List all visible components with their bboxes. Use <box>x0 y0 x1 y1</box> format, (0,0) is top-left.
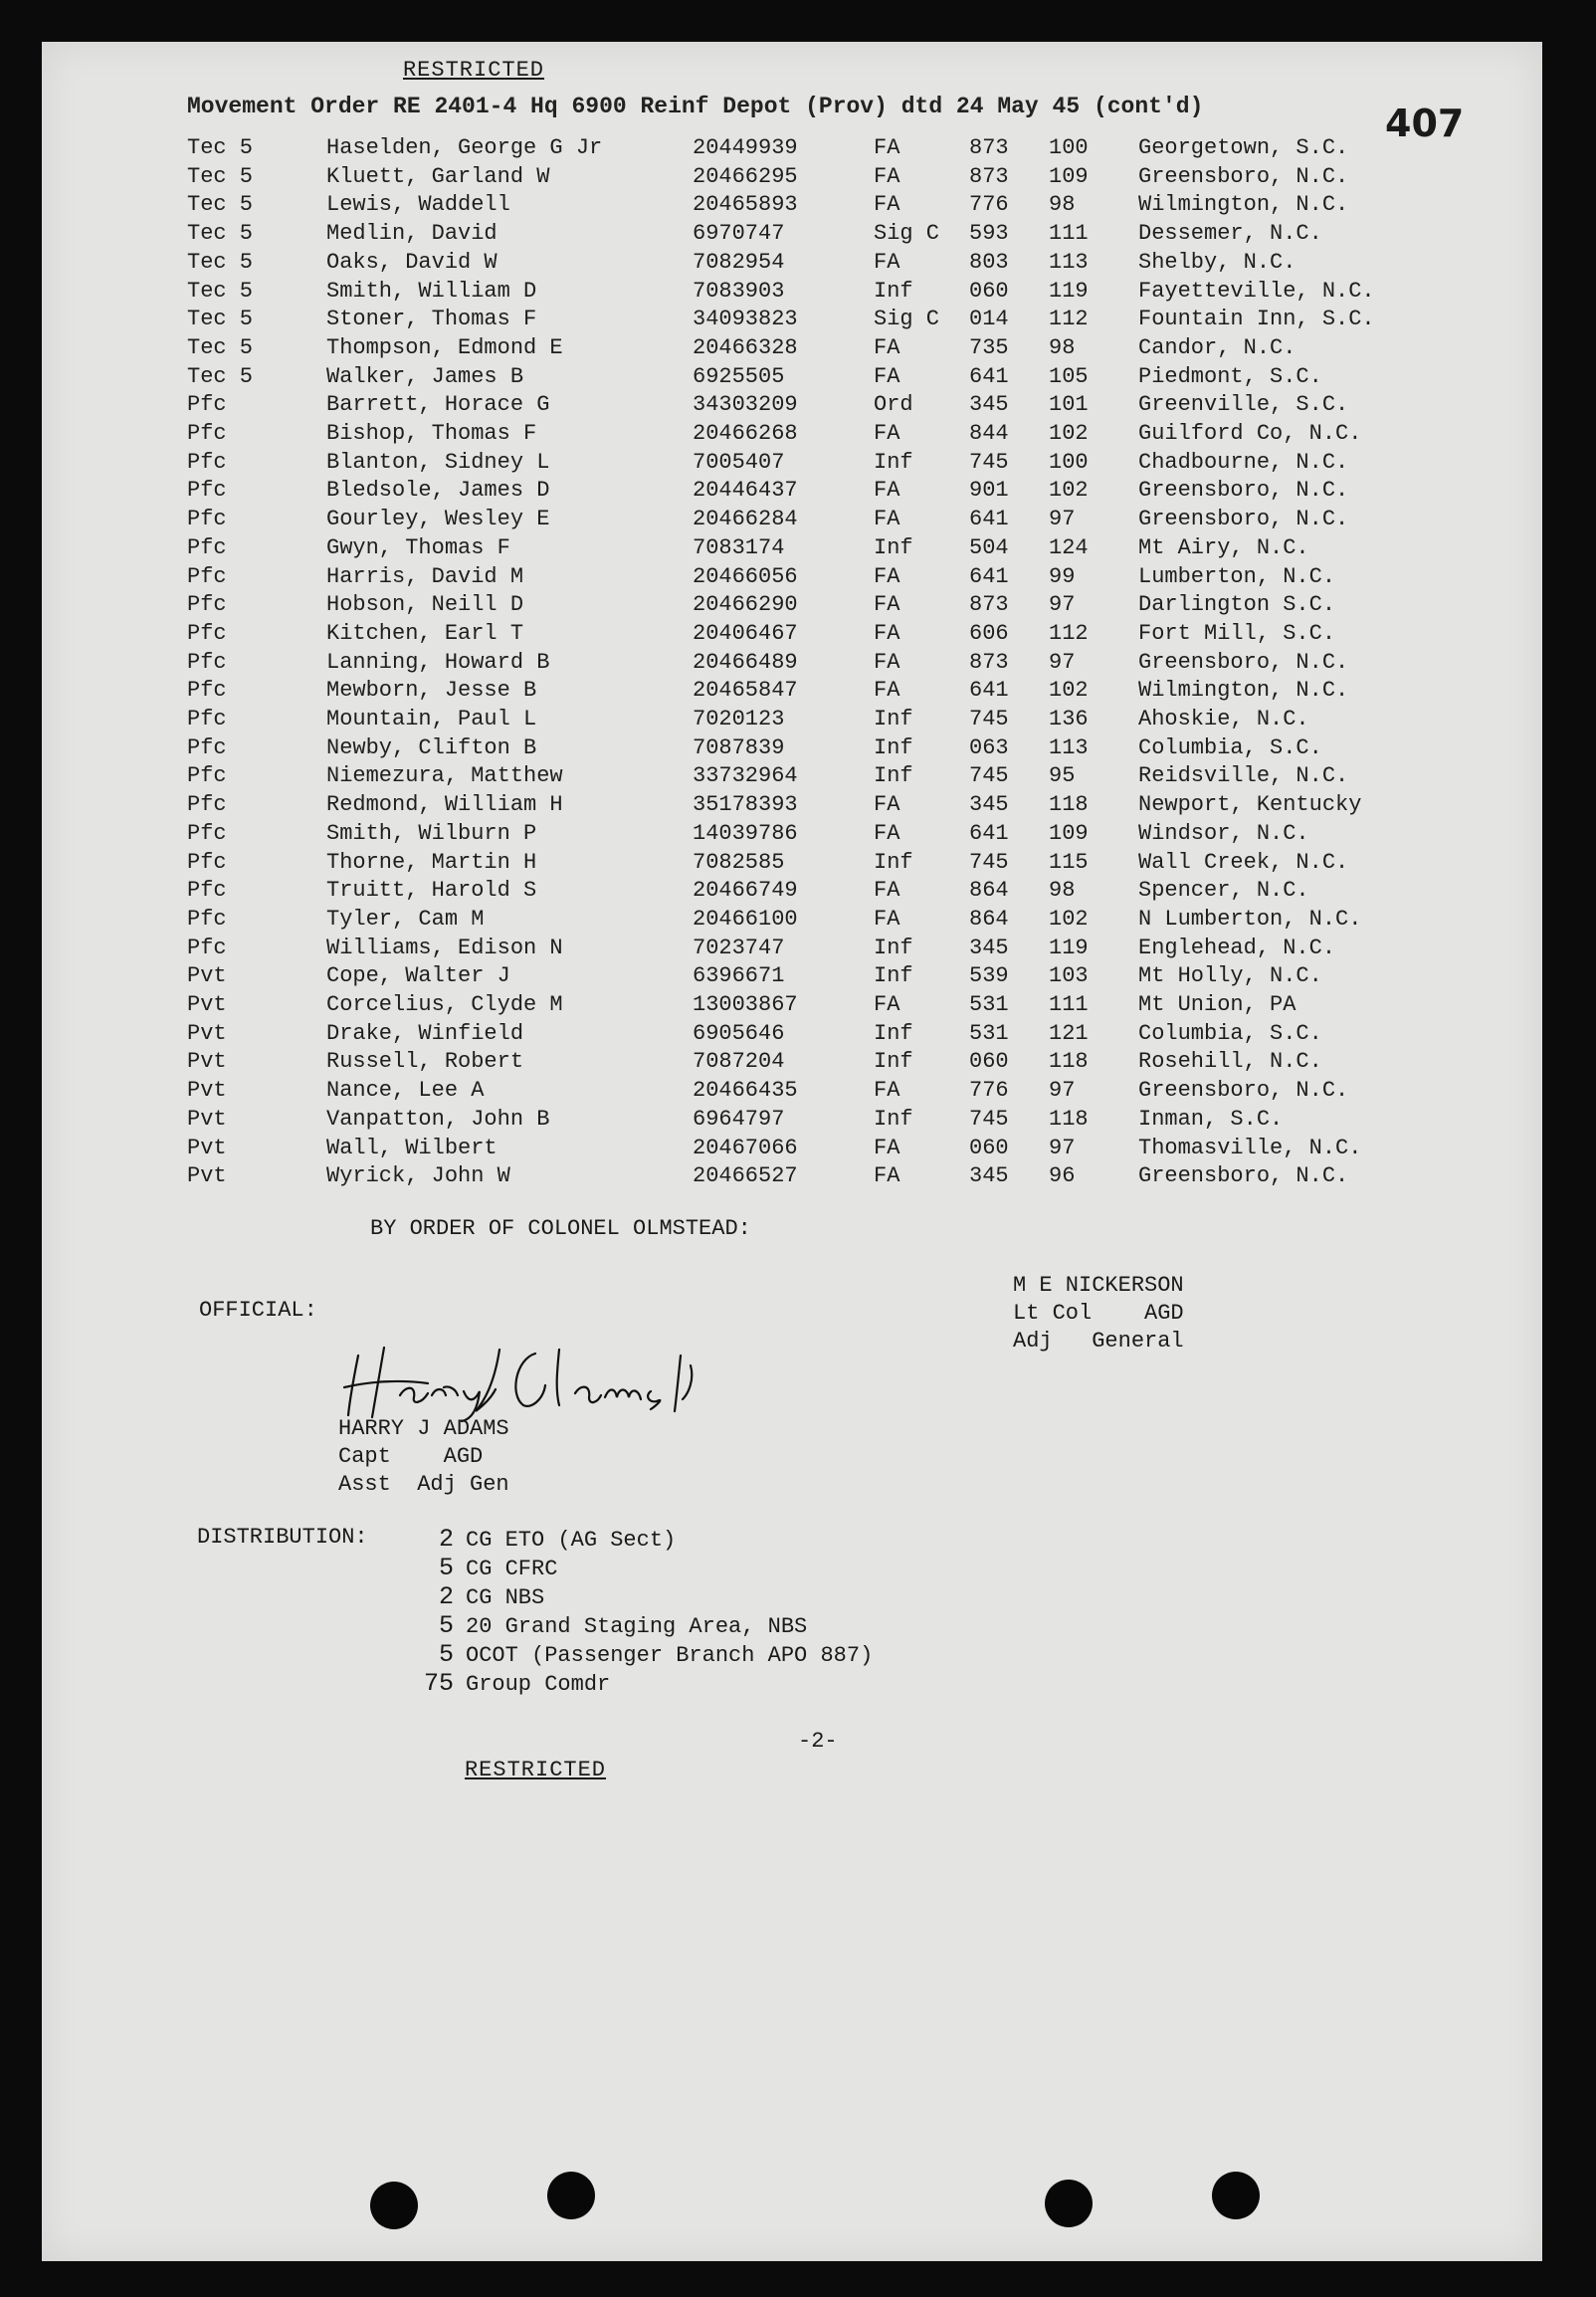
signer-name: M E NICKERSON <box>1013 1273 1184 1298</box>
roster-unit: 109 <box>1049 163 1089 189</box>
roster-home: Thomasville, N.C. <box>1138 1135 1362 1160</box>
roster-branch: FA <box>874 334 900 360</box>
roster-rank: Pfc <box>187 906 227 932</box>
roster-branch: FA <box>874 1163 900 1189</box>
roster-code: 873 <box>969 135 1009 160</box>
roster-rank: Pfc <box>187 820 227 846</box>
roster-home: Columbia, S.C. <box>1138 734 1322 760</box>
roster-rank: Tec 5 <box>187 363 254 389</box>
roster-rank: Tec 5 <box>187 163 254 189</box>
roster-code: 745 <box>969 449 1009 475</box>
punch-hole <box>370 2182 418 2229</box>
roster-serial: 33732964 <box>693 763 798 789</box>
roster-home: Dessemer, N.C. <box>1138 221 1322 247</box>
roster-unit: 99 <box>1049 563 1076 589</box>
roster-name: Smith, Wilburn P <box>326 820 537 846</box>
roster-rank: Pfc <box>187 592 227 618</box>
roster-name: Oaks, David W <box>326 249 498 275</box>
roster-code: 745 <box>969 849 1009 875</box>
roster-rank: Tec 5 <box>187 278 254 304</box>
roster-name: Lanning, Howard B <box>326 649 550 675</box>
roster-serial: 35178393 <box>693 792 798 818</box>
roster-name: Cope, Walter J <box>326 963 510 989</box>
roster-branch: Inf <box>874 1049 913 1075</box>
roster-home: Inman, S.C. <box>1138 1106 1284 1132</box>
roster-branch: Inf <box>874 534 913 560</box>
roster-branch: FA <box>874 507 900 532</box>
roster-name: Newby, Clifton B <box>326 734 537 760</box>
roster-code: 641 <box>969 363 1009 389</box>
roster-home: Spencer, N.C. <box>1138 878 1309 904</box>
roster-name: Drake, Winfield <box>326 1020 524 1046</box>
roster-branch: FA <box>874 620 900 646</box>
roster-name: Kitchen, Earl T <box>326 620 524 646</box>
roster-unit: 119 <box>1049 935 1089 960</box>
roster-home: Candor, N.C. <box>1138 334 1297 360</box>
roster-rank: Pfc <box>187 878 227 904</box>
roster-code: 745 <box>969 763 1009 789</box>
roster-name: Bledsole, James D <box>326 478 550 504</box>
roster-name: Redmond, William H <box>326 792 563 818</box>
roster-unit: 111 <box>1049 992 1089 1017</box>
distribution-recipient: CG NBS <box>466 1585 545 1610</box>
roster-code: 776 <box>969 192 1009 218</box>
page-footer-number: -2- <box>798 1729 838 1754</box>
roster-rank: Pfc <box>187 507 227 532</box>
distribution-quantity: 75 <box>423 1669 454 1698</box>
roster-serial: 6905646 <box>693 1020 785 1046</box>
roster-serial: 7082585 <box>693 849 785 875</box>
roster-rank: Pfc <box>187 421 227 446</box>
roster-home: Newport, Kentucky <box>1138 792 1362 818</box>
roster-rank: Tec 5 <box>187 334 254 360</box>
roster-home: Greensboro, N.C. <box>1138 649 1349 675</box>
document-page <box>42 42 1542 2261</box>
roster-code: 345 <box>969 792 1009 818</box>
roster-serial: 7005407 <box>693 449 785 475</box>
handwritten-signature <box>340 1336 738 1425</box>
roster-name: Haselden, George G Jr <box>326 135 603 160</box>
roster-unit: 113 <box>1049 734 1089 760</box>
roster-code: 745 <box>969 1106 1009 1132</box>
roster-rank: Pfc <box>187 449 227 475</box>
movement-order-header: Movement Order RE 2401-4 Hq 6900 Reinf Depot (Prov) dtd 24 May 45 (cont'd) <box>187 94 1204 119</box>
roster-rank: Tec 5 <box>187 192 254 218</box>
distribution-item <box>420 1582 544 1611</box>
roster-rank: Pfc <box>187 935 227 960</box>
roster-serial: 7020123 <box>693 707 785 731</box>
distribution-quantity: 5 <box>438 1640 454 1669</box>
roster-home: Windsor, N.C. <box>1138 820 1309 846</box>
roster-branch: Inf <box>874 734 913 760</box>
roster-home: Lumberton, N.C. <box>1138 563 1336 589</box>
roster-unit: 97 <box>1049 1078 1076 1104</box>
roster-branch: Inf <box>874 707 913 731</box>
roster-rank: Tec 5 <box>187 307 254 332</box>
roster-name: Wall, Wilbert <box>326 1135 498 1160</box>
roster-serial: 20406467 <box>693 620 798 646</box>
roster-name: Gwyn, Thomas F <box>326 534 510 560</box>
roster-rank: Pvt <box>187 963 227 989</box>
roster-unit: 113 <box>1049 249 1089 275</box>
roster-home: Greensboro, N.C. <box>1138 1163 1349 1189</box>
roster-serial: 20466284 <box>693 507 798 532</box>
roster-serial: 20465893 <box>693 192 798 218</box>
roster-name: Gourley, Wesley E <box>326 507 550 532</box>
punch-hole <box>1212 2172 1260 2219</box>
roster-home: Piedmont, S.C. <box>1138 363 1322 389</box>
roster-serial: 34303209 <box>693 392 798 418</box>
page-number: 407 <box>1385 102 1465 145</box>
roster-unit: 136 <box>1049 707 1089 731</box>
roster-serial: 7023747 <box>693 935 785 960</box>
roster-serial: 20466056 <box>693 563 798 589</box>
roster-unit: 101 <box>1049 392 1089 418</box>
distribution-item <box>420 1525 676 1554</box>
roster-branch: FA <box>874 192 900 218</box>
roster-name: Tyler, Cam M <box>326 906 485 932</box>
roster-name: Hobson, Neill D <box>326 592 524 618</box>
official-label: OFFICIAL: <box>199 1298 317 1323</box>
roster-home: Wilmington, N.C. <box>1138 678 1349 704</box>
adams-name: HARRY J ADAMS <box>338 1416 509 1441</box>
roster-name: Thorne, Martin H <box>326 849 537 875</box>
roster-unit: 103 <box>1049 963 1089 989</box>
roster-home: Greensboro, N.C. <box>1138 478 1349 504</box>
roster-serial: 34093823 <box>693 307 798 332</box>
roster-name: Vanpatton, John B <box>326 1106 550 1132</box>
roster-home: Fountain Inn, S.C. <box>1138 307 1375 332</box>
roster-rank: Pfc <box>187 763 227 789</box>
roster-code: 345 <box>969 1163 1009 1189</box>
roster-code: 901 <box>969 478 1009 504</box>
roster-branch: FA <box>874 820 900 846</box>
roster-name: Walker, James B <box>326 363 524 389</box>
distribution-recipient: 20 Grand Staging Area, NBS <box>466 1614 808 1639</box>
roster-serial: 6396671 <box>693 963 785 989</box>
distribution-recipient: Group Comdr <box>466 1672 611 1697</box>
roster-home: Mt Airy, N.C. <box>1138 534 1309 560</box>
roster-unit: 102 <box>1049 678 1089 704</box>
roster-serial: 20449939 <box>693 135 798 160</box>
roster-home: Mt Holly, N.C. <box>1138 963 1322 989</box>
roster-rank: Pfc <box>187 678 227 704</box>
roster-code: 606 <box>969 620 1009 646</box>
roster-serial: 20466268 <box>693 421 798 446</box>
roster-rank: Pfc <box>187 707 227 731</box>
roster-unit: 112 <box>1049 620 1089 646</box>
roster-branch: Inf <box>874 1106 913 1132</box>
roster-unit: 100 <box>1049 449 1089 475</box>
classification-header: RESTRICTED <box>402 58 545 83</box>
roster-home: Ahoskie, N.C. <box>1138 707 1309 731</box>
signer-rank: Lt Col AGD <box>1013 1301 1184 1326</box>
roster-branch: FA <box>874 135 900 160</box>
roster-serial: 7087204 <box>693 1049 785 1075</box>
roster-unit: 96 <box>1049 1163 1076 1189</box>
roster-branch: FA <box>874 563 900 589</box>
roster-unit: 98 <box>1049 334 1076 360</box>
roster-unit: 124 <box>1049 534 1089 560</box>
roster-code: 641 <box>969 507 1009 532</box>
roster-serial: 20467066 <box>693 1135 798 1160</box>
roster-home: Englehead, N.C. <box>1138 935 1336 960</box>
roster-rank: Pvt <box>187 1106 227 1132</box>
roster-code: 063 <box>969 734 1009 760</box>
roster-serial: 7083174 <box>693 534 785 560</box>
roster-name: Medlin, David <box>326 221 498 247</box>
roster-code: 803 <box>969 249 1009 275</box>
roster-branch: Inf <box>874 849 913 875</box>
roster-serial: 20466290 <box>693 592 798 618</box>
roster-unit: 118 <box>1049 1106 1089 1132</box>
distribution-quantity: 5 <box>438 1611 454 1640</box>
roster-rank: Pfc <box>187 534 227 560</box>
roster-unit: 109 <box>1049 820 1089 846</box>
distribution-recipient: OCOT (Passenger Branch APO 887) <box>466 1643 874 1668</box>
roster-rank: Pvt <box>187 1049 227 1075</box>
roster-branch: Inf <box>874 963 913 989</box>
roster-serial: 13003867 <box>693 992 798 1017</box>
roster-name: Blanton, Sidney L <box>326 449 550 475</box>
roster-home: Fort Mill, S.C. <box>1138 620 1336 646</box>
roster-code: 873 <box>969 163 1009 189</box>
roster-home: Greensboro, N.C. <box>1138 507 1349 532</box>
roster-code: 504 <box>969 534 1009 560</box>
distribution-item <box>420 1554 557 1582</box>
roster-rank: Pfc <box>187 563 227 589</box>
roster-unit: 98 <box>1049 878 1076 904</box>
roster-name: Wyrick, John W <box>326 1163 510 1189</box>
roster-home: Guilford Co, N.C. <box>1138 421 1362 446</box>
roster-unit: 115 <box>1049 849 1089 875</box>
roster-code: 060 <box>969 1135 1009 1160</box>
roster-code: 745 <box>969 707 1009 731</box>
roster-rank: Tec 5 <box>187 221 254 247</box>
roster-unit: 102 <box>1049 421 1089 446</box>
roster-code: 844 <box>969 421 1009 446</box>
roster-serial: 6970747 <box>693 221 785 247</box>
roster-branch: FA <box>874 906 900 932</box>
roster-unit: 119 <box>1049 278 1089 304</box>
roster-code: 531 <box>969 992 1009 1017</box>
roster-rank: Pfc <box>187 649 227 675</box>
adjutant-general-block <box>1013 1272 1184 1356</box>
roster-code: 060 <box>969 278 1009 304</box>
roster-home: Greenville, S.C. <box>1138 392 1349 418</box>
by-order-line: BY ORDER OF COLONEL OLMSTEAD: <box>370 1216 751 1241</box>
roster-rank: Pfc <box>187 620 227 646</box>
roster-serial: 7087839 <box>693 734 785 760</box>
roster-home: Darlington S.C. <box>1138 592 1336 618</box>
roster-home: Wall Creek, N.C. <box>1138 849 1349 875</box>
roster-serial: 20466100 <box>693 906 798 932</box>
roster-name: Russell, Robert <box>326 1049 524 1075</box>
roster-code: 060 <box>969 1049 1009 1075</box>
roster-code: 735 <box>969 334 1009 360</box>
distribution-label: DISTRIBUTION: <box>197 1525 368 1550</box>
roster-serial: 20466489 <box>693 649 798 675</box>
roster-unit: 98 <box>1049 192 1076 218</box>
roster-serial: 6964797 <box>693 1106 785 1132</box>
roster-home: Chadbourne, N.C. <box>1138 449 1349 475</box>
roster-branch: FA <box>874 878 900 904</box>
roster-unit: 121 <box>1049 1020 1089 1046</box>
roster-unit: 105 <box>1049 363 1089 389</box>
roster-name: Corcelius, Clyde M <box>326 992 563 1017</box>
roster-name: Stoner, Thomas F <box>326 307 537 332</box>
roster-unit: 97 <box>1049 649 1076 675</box>
roster-branch: FA <box>874 1078 900 1104</box>
roster-rank: Pfc <box>187 792 227 818</box>
roster-name: Mountain, Paul L <box>326 707 537 731</box>
roster-rank: Pvt <box>187 1078 227 1104</box>
roster-home: Rosehill, N.C. <box>1138 1049 1322 1075</box>
roster-rank: Pfc <box>187 478 227 504</box>
assistant-adjutant-block <box>338 1415 509 1499</box>
classification-footer: RESTRICTED <box>464 1758 607 1782</box>
roster-rank: Tec 5 <box>187 249 254 275</box>
roster-rank: Pfc <box>187 849 227 875</box>
roster-branch: FA <box>874 592 900 618</box>
roster-unit: 100 <box>1049 135 1089 160</box>
roster-unit: 97 <box>1049 1135 1076 1160</box>
roster-home: N Lumberton, N.C. <box>1138 906 1362 932</box>
roster-rank: Pvt <box>187 1135 227 1160</box>
roster-serial: 20466527 <box>693 1163 798 1189</box>
roster-name: Barrett, Horace G <box>326 392 550 418</box>
roster-name: Mewborn, Jesse B <box>326 678 537 704</box>
roster-rank: Tec 5 <box>187 135 254 160</box>
roster-home: Georgetown, S.C. <box>1138 135 1349 160</box>
roster-code: 539 <box>969 963 1009 989</box>
roster-code: 531 <box>969 1020 1009 1046</box>
roster-unit: 118 <box>1049 1049 1089 1075</box>
roster-code: 864 <box>969 906 1009 932</box>
roster-branch: Inf <box>874 1020 913 1046</box>
roster-serial: 20466328 <box>693 334 798 360</box>
distribution-recipient: CG ETO (AG Sect) <box>466 1528 677 1553</box>
roster-unit: 111 <box>1049 221 1089 247</box>
roster-branch: Inf <box>874 278 913 304</box>
roster-home: Columbia, S.C. <box>1138 1020 1322 1046</box>
roster-unit: 97 <box>1049 507 1076 532</box>
roster-branch: FA <box>874 421 900 446</box>
roster-home: Wilmington, N.C. <box>1138 192 1349 218</box>
roster-serial: 20465847 <box>693 678 798 704</box>
roster-unit: 102 <box>1049 478 1089 504</box>
roster-name: Lewis, Waddell <box>326 192 510 218</box>
roster-serial: 7083903 <box>693 278 785 304</box>
roster-branch: FA <box>874 363 900 389</box>
distribution-quantity: 5 <box>438 1554 454 1582</box>
roster-name: Smith, William D <box>326 278 537 304</box>
roster-branch: FA <box>874 992 900 1017</box>
roster-serial: 20466295 <box>693 163 798 189</box>
roster-serial: 20446437 <box>693 478 798 504</box>
distribution-item <box>420 1640 873 1669</box>
roster-rank: Pfc <box>187 392 227 418</box>
distribution-item <box>420 1669 610 1698</box>
roster-code: 864 <box>969 878 1009 904</box>
roster-serial: 20466435 <box>693 1078 798 1104</box>
roster-name: Harris, David M <box>326 563 524 589</box>
roster-branch: Ord <box>874 392 913 418</box>
roster-branch: Sig C <box>874 307 940 332</box>
roster-home: Greensboro, N.C. <box>1138 163 1349 189</box>
roster-unit: 112 <box>1049 307 1089 332</box>
roster-branch: FA <box>874 478 900 504</box>
punch-hole <box>1045 2180 1093 2227</box>
roster-rank: Pvt <box>187 1163 227 1189</box>
roster-branch: FA <box>874 792 900 818</box>
roster-unit: 95 <box>1049 763 1076 789</box>
roster-branch: Inf <box>874 763 913 789</box>
roster-unit: 97 <box>1049 592 1076 618</box>
roster-name: Nance, Lee A <box>326 1078 485 1104</box>
roster-home: Mt Union, PA <box>1138 992 1297 1017</box>
roster-serial: 14039786 <box>693 820 798 846</box>
roster-code: 014 <box>969 307 1009 332</box>
roster-name: Bishop, Thomas F <box>326 421 537 446</box>
roster-name: Thompson, Edmond E <box>326 334 563 360</box>
roster-branch: FA <box>874 649 900 675</box>
roster-branch: FA <box>874 249 900 275</box>
roster-branch: Inf <box>874 935 913 960</box>
roster-unit: 118 <box>1049 792 1089 818</box>
roster-name: Williams, Edison N <box>326 935 563 960</box>
roster-code: 873 <box>969 592 1009 618</box>
roster-home: Reidsville, N.C. <box>1138 763 1349 789</box>
roster-code: 345 <box>969 392 1009 418</box>
distribution-recipient: CG CFRC <box>466 1557 558 1581</box>
roster-code: 345 <box>969 935 1009 960</box>
roster-home: Fayetteville, N.C. <box>1138 278 1375 304</box>
roster-serial: 6925505 <box>693 363 785 389</box>
roster-code: 873 <box>969 649 1009 675</box>
roster-name: Truitt, Harold S <box>326 878 537 904</box>
roster-unit: 102 <box>1049 906 1089 932</box>
roster-code: 641 <box>969 820 1009 846</box>
roster-branch: Sig C <box>874 221 940 247</box>
adams-title: Asst Adj Gen <box>338 1472 509 1497</box>
roster-code: 593 <box>969 221 1009 247</box>
roster-serial: 20466749 <box>693 878 798 904</box>
roster-serial: 7082954 <box>693 249 785 275</box>
roster-rank: Pvt <box>187 992 227 1017</box>
adams-rank: Capt AGD <box>338 1444 484 1469</box>
roster-branch: FA <box>874 163 900 189</box>
roster-code: 641 <box>969 563 1009 589</box>
punch-hole <box>547 2172 595 2219</box>
signer-title: Adj General <box>1013 1329 1184 1354</box>
distribution-quantity: 2 <box>438 1525 454 1554</box>
roster-rank: Pfc <box>187 734 227 760</box>
distribution-quantity: 2 <box>438 1582 454 1611</box>
roster-code: 641 <box>969 678 1009 704</box>
roster-branch: Inf <box>874 449 913 475</box>
roster-name: Kluett, Garland W <box>326 163 550 189</box>
roster-home: Shelby, N.C. <box>1138 249 1297 275</box>
roster-branch: FA <box>874 678 900 704</box>
roster-home: Greensboro, N.C. <box>1138 1078 1349 1104</box>
distribution-item <box>420 1611 807 1640</box>
roster-branch: FA <box>874 1135 900 1160</box>
roster-rank: Pvt <box>187 1020 227 1046</box>
roster-code: 776 <box>969 1078 1009 1104</box>
roster-name: Niemezura, Matthew <box>326 763 563 789</box>
